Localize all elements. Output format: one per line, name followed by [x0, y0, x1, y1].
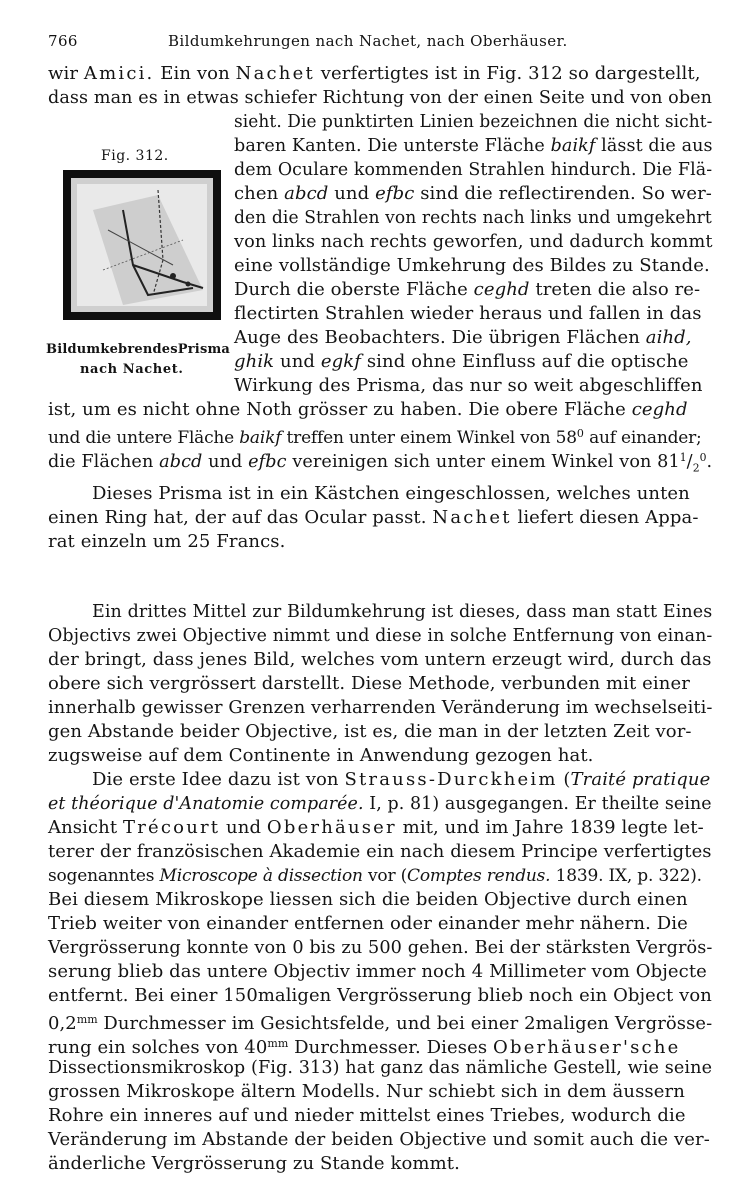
text-run: Durch die oberste Fläche [234, 279, 474, 300]
text-line: sieht. Die punktirten Linien bezeichnen die nicht sicht- [234, 111, 713, 132]
text-line [48, 506, 699, 530]
text-line: Wirkung des Prisma, das nur so weit abgeschliffen [234, 375, 703, 396]
page-number: 766 [48, 32, 78, 50]
text-line: Dieses Prisma ist in ein Kästchen eingeschlossen, welches unten [92, 483, 690, 504]
text-run: und [202, 451, 249, 472]
surface-label: abcd [284, 183, 329, 204]
text-line: Veränderung im Abstande der beiden Objective und somit auch die ver- [48, 1129, 710, 1150]
fraction-slash: / [686, 451, 693, 472]
fraction-numerator: 1 [679, 451, 687, 464]
text-run: vereinigen sich unter einem Winkel von 81 [286, 451, 680, 472]
author-name: Amici. [83, 63, 155, 84]
text-line [48, 62, 701, 86]
text-line [92, 768, 710, 792]
text-run: I, p. 81) ausgegangen. Er theilte seine [363, 793, 712, 814]
text-run: baren Kanten. Die unterste Fläche [234, 135, 551, 156]
text-run: 1839. IX, p. 322). [550, 866, 702, 886]
author-name: Nachet [432, 507, 512, 528]
text-run: Durchmesser im Gesichtsfelde, und bei einer 2maligen Vergrösse- [97, 1013, 713, 1034]
surface-label: egkf [320, 351, 361, 372]
text-run: sogenanntes [48, 866, 160, 886]
author-name: Nachet [235, 63, 315, 84]
author-name: Oberhäuser'sche [493, 1037, 681, 1058]
text-run: und die untere Fläche [48, 428, 240, 448]
unit-superscript: mm [76, 1013, 98, 1026]
text-run: verfertigtes ist in Fig. 312 so dargestellt, [314, 63, 701, 84]
text-run: vor ( [362, 866, 408, 886]
figure-caption-line1: BildumkebrendesPrisma [46, 342, 231, 357]
text-line: gen Abstande beider Objective, ist es, die man in der letzten Zeit vor- [48, 721, 692, 742]
surface-label: baikf [550, 135, 596, 156]
text-line: Objectivs zwei Objective nimmt und diese in solche Entfernung von einan- [48, 625, 713, 646]
author-name: Trécourt [123, 817, 221, 838]
text-run: sind ohne Einfluss auf die optische [361, 351, 689, 372]
text-run: Auge des Beobachters. Die übrigen Flächen [234, 327, 646, 348]
text-run: ist, um es nicht ohne Noth grösser zu haben. Die obere Fläche [48, 399, 632, 420]
running-title: Bildumkehrungen nach Nachet, nach Oberhäuser. [168, 32, 568, 50]
text-run: Durchmesser. Dieses [288, 1037, 494, 1058]
surface-label: efbc [248, 451, 287, 472]
text-run: und [274, 351, 321, 372]
text-line: rat einzeln um 25 Francs. [48, 531, 286, 552]
text-line: der bringt, dass jenes Bild, welches vom untern erzeugt wird, durch das [48, 649, 712, 670]
text-line: dass man es in etwas schiefer Richtung von der einen Seite und von oben [48, 87, 713, 108]
text-run: einen Ring hat, der auf das Ocular passt. [48, 507, 433, 528]
text-run: lässt die aus [595, 135, 713, 156]
text-run: rung ein solches von 40 [48, 1037, 268, 1058]
degree-superscript: 0 [576, 427, 584, 440]
text-run: . [706, 451, 713, 472]
text-run: und [220, 817, 267, 838]
text-line: serung blieb das untere Objectiv immer noch 4 Millimeter vom Objecte [48, 961, 707, 982]
text-run: auf einander; [583, 428, 702, 448]
surface-label: abcd [159, 451, 203, 472]
author-name: Oberhäuser [266, 817, 397, 838]
text-run: die Flächen [48, 451, 160, 472]
running-header [48, 32, 708, 54]
text-line: grossen Mikroskope ältern Modells. Nur schiebt sich in dem äussern [48, 1081, 685, 1102]
text-line: änderliche Vergrösserung zu Stande kommt. [48, 1153, 460, 1174]
text-line: den die Strahlen von rechts nach links und umgekehrt [234, 207, 712, 228]
text-run: Ansicht [48, 817, 124, 838]
surface-label: ceghd [631, 399, 688, 420]
text-run: wir [48, 63, 84, 84]
fraction-denominator: 2 [692, 461, 700, 475]
author-name: Strauss-Durckheim [344, 769, 558, 790]
text-line: entfernt. Bei einer 150maligen Vergrösserung blieb noch ein Object von [48, 985, 712, 1006]
text-line: innerhalb gewisser Grenzen verharrenden Veränderung im wechselseiti- [48, 697, 713, 718]
text-line [234, 134, 713, 158]
text-run: chen [234, 183, 285, 204]
text-run: sind die reflectirenden. So wer- [414, 183, 712, 204]
text-line: Trieb weiter von einander entfernen oder einander mehr nähern. Die [48, 913, 688, 934]
text-run: treten die also re- [529, 279, 701, 300]
text-line [48, 398, 688, 422]
text-line: Dissectionsmikroskop (Fig. 313) hat ganz das nämliche Gestell, wie seine [48, 1057, 713, 1078]
text-line: Bei diesem Mikroskope liessen sich die beiden Objective durch einen [48, 889, 688, 910]
text-line [234, 278, 700, 302]
text-line: Vergrösserung konnte von 0 bis zu 500 gehen. Bei der stärksten Vergrös- [48, 937, 713, 958]
text-line [48, 816, 704, 840]
text-run: liefert diesen Appa- [511, 507, 699, 528]
text-line: zugsweise auf dem Continente in Anwendung gezogen hat. [48, 745, 594, 766]
prism-drawing [63, 170, 221, 320]
book-title: Traité pratique [570, 769, 711, 790]
text-line [234, 350, 689, 374]
text-line: dem Oculare kommenden Strahlen hindurch. Die Flä- [234, 159, 713, 180]
text-run: und [328, 183, 376, 204]
text-line: terer der französischen Akademie ein nach diesem Principe verfertigtes [48, 841, 712, 862]
text-line: von links nach rechts geworfen, und dadurch kommt [234, 231, 713, 252]
text-line [48, 446, 712, 481]
surface-label: ceghd [473, 279, 530, 300]
book-title: Microscope à dissection [159, 866, 363, 886]
text-line [48, 864, 702, 888]
text-line: Rohre ein inneres auf und nieder mittelst eines Triebes, wodurch die [48, 1105, 686, 1126]
surface-label: baikf [239, 428, 282, 448]
text-run: ( [557, 769, 571, 790]
journal-title: Comptes rendus. [407, 866, 551, 886]
text-run: Die erste Idee dazu ist von [92, 769, 345, 790]
degree-superscript: 0 [699, 451, 707, 464]
text-line: obere sich vergrössert darstellt. Diese Methode, verbunden mit einer [48, 673, 690, 694]
surface-label: efbc [375, 183, 415, 204]
figure-label: Fig. 312. [101, 148, 169, 164]
figure-caption-line2: nach Nachet. [80, 362, 184, 377]
text-line: eine vollständige Umkehrung des Bildes zu Stande. [234, 255, 710, 276]
surface-label: ghik [234, 351, 275, 372]
prism-figure-engraving [63, 170, 221, 320]
text-run: mit, und im Jahre 1839 legte let- [396, 817, 704, 838]
surface-label: aihd, [645, 327, 692, 348]
text-line: flectirten Strahlen wieder heraus und fallen in das [234, 303, 702, 324]
unit-superscript: mm [267, 1037, 289, 1050]
book-title: et théorique d'Anatomie comparée. [48, 793, 364, 814]
text-line [48, 792, 712, 816]
text-line [234, 326, 692, 350]
text-run: Ein von [154, 63, 236, 84]
text-run: 0,2 [48, 1013, 77, 1034]
text-line: Ein drittes Mittel zur Bildumkehrung ist dieses, dass man statt Eines [92, 601, 713, 622]
text-line [234, 182, 712, 206]
text-run: treffen unter einem Winkel von 58 [281, 428, 577, 448]
